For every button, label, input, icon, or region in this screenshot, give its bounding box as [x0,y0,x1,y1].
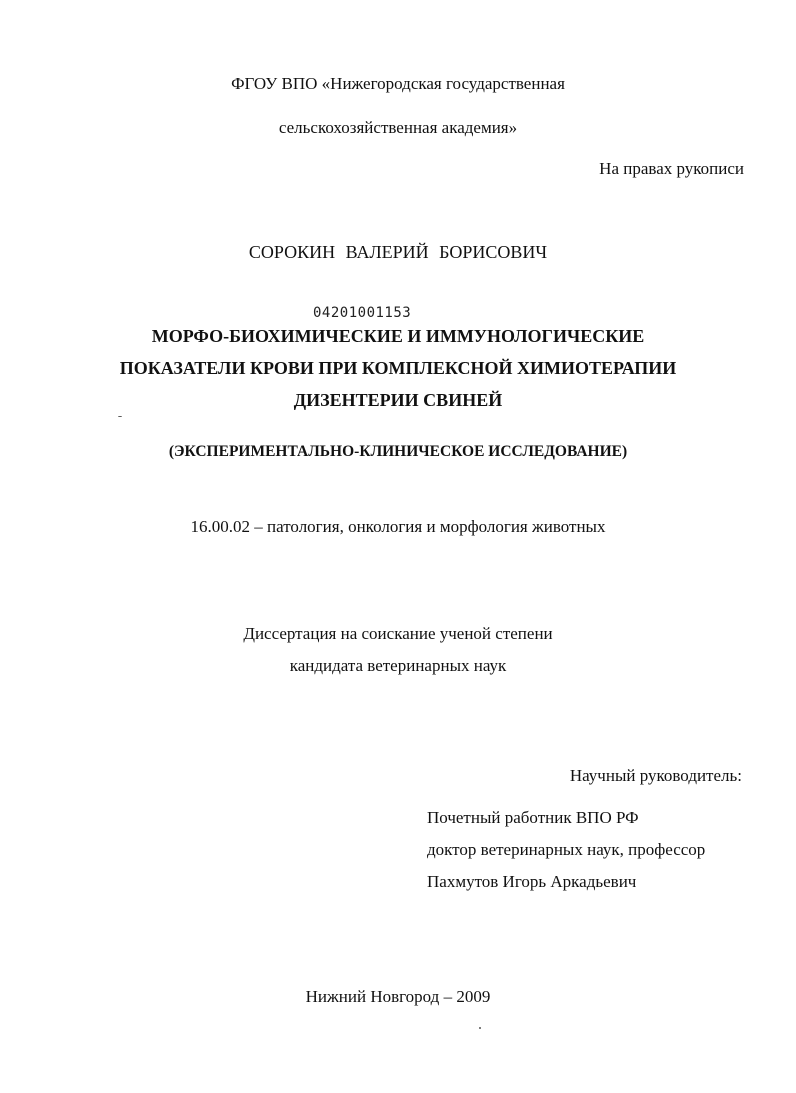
scan-speck [118,416,122,417]
registration-number: 04201001153 [313,305,412,321]
institution-line-2: сельскохозяйственная академия» [278,118,518,137]
manuscript-rights: На правах рукописи [599,159,744,178]
thesis-title-line-2: ПОКАЗАТЕЛИ КРОВИ ПРИ КОМПЛЕКСНОЙ ХИМИОТЕРАПИИ [119,358,677,378]
place-and-year: Нижний Новгород – 2009 [305,987,491,1006]
degree-line-1: Диссертация на соискание ученой степени [243,624,553,643]
supervisor-heading: Научный руководитель: [569,766,742,785]
thesis-title-line-1: МОРФО-БИОХИМИЧЕСКИЕ И ИММУНОЛОГИЧЕСКИЕ [151,326,645,346]
degree-line-2: кандидата ветеринарных наук [289,656,507,675]
supervisor-title: Почетный работник ВПО РФ [427,808,639,827]
thesis-title-line-3: ДИЗЕНТЕРИИ СВИНЕЙ [293,390,503,410]
scan-speck [479,1027,481,1029]
specialty-code: 16.00.02 – патология, онкология и морфология животных [190,517,606,536]
thesis-subtitle: (ЭКСПЕРИМЕНТАЛЬНО-КЛИНИЧЕСКОЕ ИССЛЕДОВАНИЕ) [168,443,628,460]
supervisor-degree: доктор ветеринарных наук, профессор [427,840,706,859]
institution-line-1: ФГОУ ВПО «Нижегородская государственная [231,74,565,93]
author-name: СОРОКИН ВАЛЕРИЙ БОРИСОВИЧ [248,242,548,262]
supervisor-name: Пахмутов Игорь Аркадьевич [427,872,637,891]
